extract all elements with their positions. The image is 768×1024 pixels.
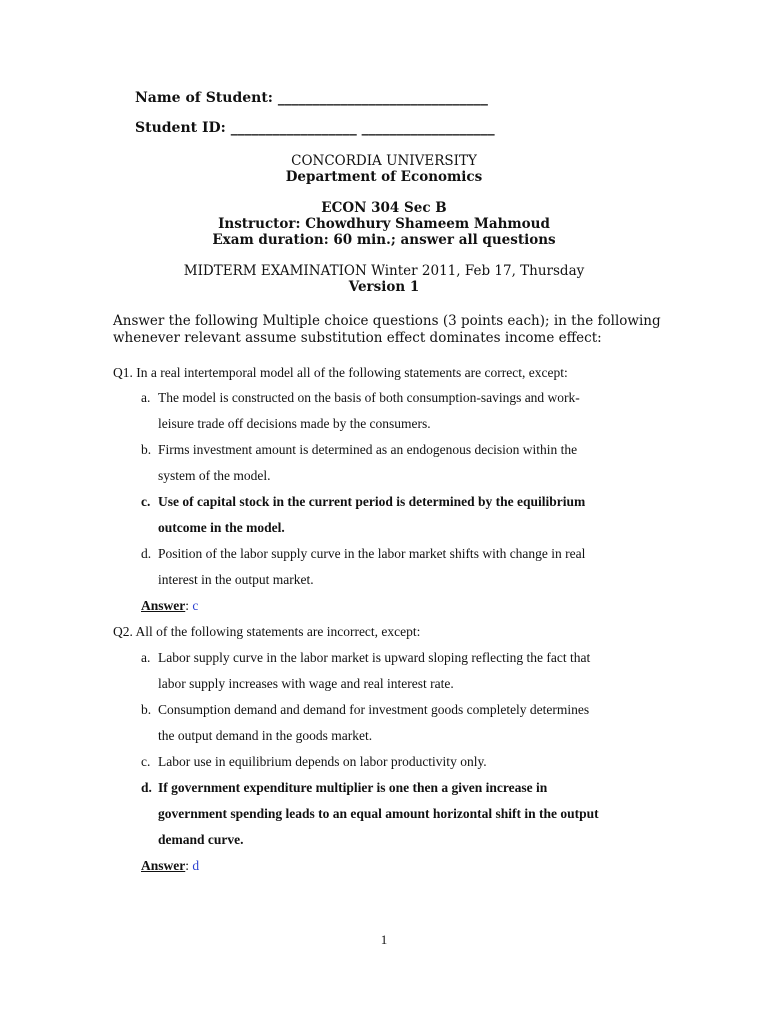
department-name: Department of Economics bbox=[285, 169, 483, 185]
question-1-option-a bbox=[141, 385, 661, 437]
option-text-line: Labor supply curve in the labor market is upward sloping reflecting the fact that bbox=[158, 650, 591, 665]
question-2-option-d bbox=[141, 775, 661, 853]
question-1-option-c bbox=[141, 489, 661, 541]
option-text-line: demand curve. bbox=[158, 832, 244, 847]
student-id-field: Student ID: __________________ ___________________ bbox=[135, 120, 495, 136]
question-1-option-b bbox=[141, 437, 661, 489]
answer-separator: : bbox=[185, 598, 193, 613]
question-2-option-a bbox=[141, 645, 661, 697]
option-text-line: Use of capital stock in the current period is determined by the equilibrium bbox=[158, 494, 586, 509]
exam-version: Version 1 bbox=[348, 279, 420, 295]
option-text-line: If government expenditure multiplier is one then a given increase in bbox=[158, 780, 548, 795]
question-1-option-d bbox=[141, 541, 661, 593]
option-letter: b. bbox=[141, 702, 152, 717]
option-text-line: Labor use in equilibrium depends on labor productivity only. bbox=[158, 754, 487, 769]
question-1-answer bbox=[141, 598, 198, 614]
student-name-field: Name of Student: ______________________________ bbox=[135, 90, 488, 106]
answer-separator: : bbox=[185, 858, 193, 873]
option-text-line: Firms investment amount is determined as an endogenous decision within the bbox=[158, 442, 578, 457]
option-text-line: Position of the labor supply curve in the labor market shifts with change in real bbox=[158, 546, 586, 561]
option-text-line: system of the model. bbox=[158, 468, 271, 483]
option-text-line: leisure trade off decisions made by the consumers. bbox=[158, 416, 431, 431]
question-2-option-c bbox=[141, 749, 661, 775]
option-letter: a. bbox=[141, 390, 151, 405]
option-text-line: labor supply increases with wage and real interest rate. bbox=[158, 676, 454, 691]
question-2-prompt: Q2. All of the following statements are incorrect, except: bbox=[113, 624, 421, 639]
instructor-name: Instructor: Chowdhury Shameem Mahmoud bbox=[218, 216, 550, 232]
course-code: ECON 304 Sec B bbox=[321, 200, 447, 216]
option-text-line: interest in the output market. bbox=[158, 572, 314, 587]
exam-duration: Exam duration: 60 min.; answer all questions bbox=[212, 232, 556, 248]
option-text-line: Consumption demand and demand for investment goods completely determines bbox=[158, 702, 590, 717]
question-2-option-b bbox=[141, 697, 661, 749]
option-letter: a. bbox=[141, 650, 151, 665]
option-text-line: the output demand in the goods market. bbox=[158, 728, 373, 743]
option-letter: d. bbox=[141, 546, 152, 561]
option-text-line: outcome in the model. bbox=[158, 520, 285, 535]
option-text-line: government spending leads to an equal amount horizontal shift in the output bbox=[158, 806, 599, 821]
instructions-line-2: whenever relevant assume substitution effect dominates income effect: bbox=[113, 330, 602, 346]
option-letter: c. bbox=[141, 494, 151, 509]
answer-value: c bbox=[192, 598, 199, 613]
answer-label: Answer bbox=[141, 598, 186, 613]
option-letter: d. bbox=[141, 780, 152, 795]
instructions-line-1: Answer the following Multiple choice questions (3 points each); in the following bbox=[113, 313, 661, 329]
option-text-line: The model is constructed on the basis of both consumption-savings and work- bbox=[158, 390, 580, 405]
exam-title: MIDTERM EXAMINATION Winter 2011, Feb 17, Thursday bbox=[183, 263, 585, 279]
question-1-prompt: Q1. In a real intertemporal model all of the following statements are correct, except: bbox=[113, 365, 568, 380]
page-number: 1 bbox=[380, 932, 388, 947]
option-letter: b. bbox=[141, 442, 152, 457]
option-letter: c. bbox=[141, 754, 151, 769]
university-name: CONCORDIA UNIVERSITY bbox=[291, 153, 477, 169]
question-2-answer bbox=[141, 858, 199, 874]
answer-label: Answer bbox=[141, 858, 186, 873]
answer-value: d bbox=[192, 858, 200, 873]
